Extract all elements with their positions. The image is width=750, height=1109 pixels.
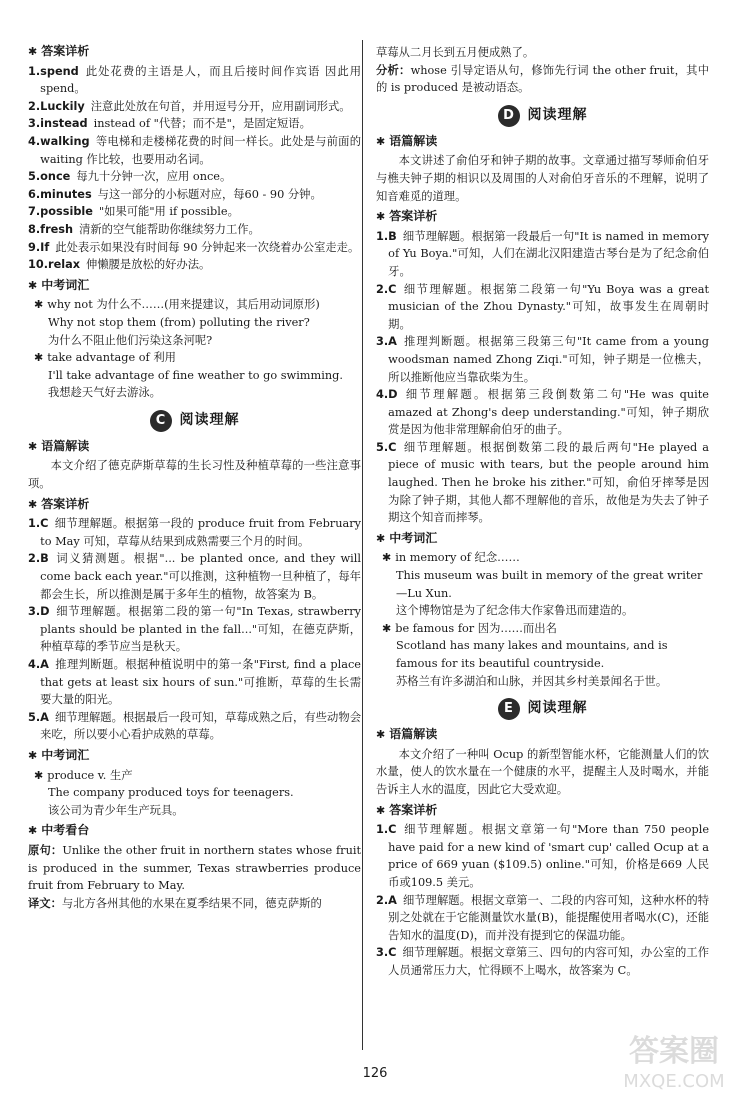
item-body [40,515,361,550]
item-number: 3. [376,335,389,349]
item-body [388,892,709,945]
item-explanation: 细节理解题。根据文章第一、二段的内容可知，这种水杯的特别之处就在于它能测量饮水量(B)，能提醒使用者喝水(C)，还能告知水的温度(D)，而并没有提到它的保温功能。 [388,893,709,942]
vocab-entry [34,767,361,820]
watermark-logo [604,1033,744,1103]
item-explanation: 细节理解题。根据文章第三、四句的内容可知，办公室的工作人员通常压力大，忙得顾不上喝水，故答案为 C。 [388,946,709,977]
page-number: 126 [362,1066,388,1081]
section-heading: ✱ 答案详析 [28,496,361,514]
section-heading: ✱ 答案详析 [376,208,709,226]
answer-list [376,821,709,979]
item-answer: A [388,335,397,349]
item-number: 3. [28,117,41,131]
answer-item [28,168,361,186]
item-explanation: 细节理解题。根据第二段的第一句"In Texas, strawberry plants should be planted in the fall..."可知，在德克萨斯，种植草莓的季节应当是秋天。 [40,605,361,654]
bullet-star-icon: ✱ [34,298,44,312]
vocab-term: ✱ be famous for 因为……而出名 [382,620,709,638]
item-answer: A [388,893,397,907]
section-badge: C [150,410,172,432]
item-explanation: 注意此处放在句首，并用逗号分开，应用副词形式。 [90,99,351,113]
item-number: 2. [376,282,389,296]
item-answer: D [40,605,50,619]
item-explanation: 等电梯和走楼梯花费的时间一样长。此处是与前面的 waiting 作比较，也要用动名词。 [40,134,361,166]
item-answer: fresh [40,222,74,236]
item-number: 5. [28,170,41,184]
star-icon: ✱ [28,278,38,292]
item-number: 7. [28,205,41,219]
section-heading: ✱ 中考看台 [28,822,361,840]
answer-item [28,709,361,744]
bullet-star-icon: ✱ [34,768,44,782]
item-answer: instead [40,117,88,131]
item-body [388,821,709,891]
section-title: 阅读理解 [179,412,240,429]
item-body [388,281,709,334]
vocab-list [28,767,361,820]
vocab-example-en: The company produced toys for teenagers. [48,786,294,800]
bullet-star-icon: ✱ [382,551,392,565]
item-answer: B [40,552,49,566]
answer-item [28,550,361,603]
answer-item [376,439,709,527]
item-answer: C [40,517,49,531]
item-number: 1. [28,64,41,78]
star-icon: ✱ [376,728,386,742]
item-explanation: 细节理解题。根据文章第一句"More than 750 people have paid for a new kind of 'smart cup' called Ocup at a price of 669 yuan ($109.5) online."可知，价格是669 人民币或109.5 美元。 [388,823,709,889]
answer-item [28,98,361,116]
item-explanation: 推理判断题。根据种植说明中的第一条"First, find a place that gets at least six hours of sun."可推断，草莓的生长需要大量的阳光。 [40,658,361,707]
vocab-entry [34,349,361,402]
item-answer: spend [40,64,79,78]
answer-item [376,821,709,891]
item-number: 1. [376,823,389,837]
section-title: 阅读理解 [527,700,588,717]
item-answer: C [388,946,397,960]
section-heading: ✱ 语篇解读 [28,438,361,456]
bullet-star-icon: ✱ [34,351,44,365]
item-number: 2. [28,552,41,566]
vocab-term: ✱ why not 为什么不……(用来提建议，其后用动词原形) [34,296,361,314]
vocab-example-en: I'll take advantage of fine weather to go swimming. [48,368,343,382]
item-body [40,239,361,257]
item-answer: A [40,658,49,671]
answer-item [376,281,709,334]
translation: 译文：与北方各州其他的水果在夏季结果不同，德克萨斯的 [28,896,322,910]
answer-item [28,203,361,221]
item-body [40,115,361,133]
section-heading: ✱ 中考词汇 [28,747,361,765]
answer-item [28,115,361,133]
analysis: 分析：whose 引导定语从句，修饰先行词 the other fruit，其中的 is produced 是被动语态。 [376,63,709,95]
item-answer: minutes [40,187,92,201]
reading-summary: 本文讲述了俞伯牙和钟子期的故事。文章通过描写琴师俞伯牙与樵夫钟子期的相识以及周围的人对俞伯牙音乐的不理解，说明了知音难觅的道理。 [376,154,709,203]
answer-item [28,63,361,98]
item-explanation: 与这一部分的小标题对应，每60 - 90 分钟。 [97,187,322,201]
item-explanation: 细节理解题。根据最后一段可知，草莓成熟之后，有些动物会来吃，所以要小心看护成熟的草莓。 [40,710,361,742]
item-number: 4. [376,388,389,402]
section-title-e [376,698,709,720]
item-number: 6. [28,187,41,201]
star-icon: ✱ [376,210,386,224]
item-body [40,603,361,656]
item-body [40,550,361,603]
item-body [40,203,361,221]
item-body [40,656,361,709]
item-answer: C [388,823,397,837]
vocab-term: ✱ produce v. 生产 [34,767,361,785]
answer-item [376,386,709,439]
item-explanation: "如果可能"用 if possible。 [98,205,239,219]
answer-item [28,239,361,257]
item-explanation: 此处花费的主语是人，而且后接时间作宾语 因此用 spend。 [40,64,361,96]
item-number: 10. [28,258,49,272]
item-number: 1. [28,517,41,531]
item-answer: walking [40,134,90,148]
star-icon: ✱ [376,134,386,148]
section-title: 阅读理解 [527,106,588,123]
vocab-entry [34,296,361,349]
item-number: 3. [376,946,389,960]
bullet-star-icon: ✱ [382,621,392,635]
item-body [388,333,709,386]
item-explanation: 细节理解题。根据倒数第二段的最后两句"He played a piece of music with tears, but the people around him laughed. Then he broke his zither."可知，俞伯牙摔琴是因为除了钟子期，其他人都不理解他的音乐，故他是为失去了钟子期这个知音而摔琴。 [388,440,709,525]
vocab-entry [382,620,709,690]
item-body [40,133,361,168]
section-title-c [28,410,361,432]
star-icon: ✱ [28,439,38,453]
item-answer: possible [40,205,93,219]
section-badge: D [498,105,520,127]
vocab-entry [382,549,709,619]
answer-item [28,221,361,239]
item-answer: relax [48,258,81,272]
section-heading: ✱ 答案详析 [28,43,361,61]
item-answer: C [388,282,397,296]
reading-summary: 本文介绍了一种叫 Ocup 的新型智能水杯，它能测量人们的饮水量，使人的饮水量在一个健康的水平，提醒主人及时喝水，并能告诉主人水的温度，因此它大受欢迎。 [376,747,709,796]
star-icon: ✱ [28,497,38,511]
item-explanation: 清新的空气能帮助你继续努力工作。 [79,222,260,236]
item-body [40,63,361,98]
vocab-example-cn: 我想趁天气好去游泳。 [48,386,161,400]
answer-item [376,892,709,945]
section-title-d [376,105,709,127]
item-number: 5. [376,440,389,454]
item-number: 2. [376,893,389,907]
item-body [388,228,709,281]
item-number: 9. [28,240,41,254]
answer-item [28,186,361,204]
answer-item [28,133,361,168]
vocab-example-cn: 为什么不阻止他们污染这条河呢? [48,333,213,347]
answer-list [28,515,361,744]
item-explanation: 细节理解题。根据第三段倒数第二句"He was quite amazed at Zhong's deep understanding."可知，钟子期欣赏是因为他非常理解俞伯牙的曲子。 [388,388,709,437]
star-icon: ✱ [376,531,386,545]
item-number: 5. [28,710,41,724]
item-body [388,386,709,439]
left-column [28,40,361,912]
vocab-term: ✱ in memory of 纪念…… [382,549,709,567]
vocab-example-cn: 该公司为青少年生产玩具。 [48,803,184,817]
item-number: 8. [28,222,41,236]
item-explanation: 细节理解题。根据第一段的 produce fruit from February to May 可知，草莓从结果到成熟需要三个月的时间。 [40,517,361,548]
answer-item [376,333,709,386]
star-icon: ✱ [28,824,38,838]
item-number: 1. [376,229,389,243]
item-explanation: 词义猜测题。根据"... be planted once, and they will come back each year."可以推测，这种植物一旦种植了，每年都会生长，所以推测是属于多年生的植物，故答案为 B。 [40,552,361,601]
right-column [376,44,709,980]
section-heading: ✱ 语篇解读 [376,133,709,151]
item-explanation: 此处表示如果没有时间每 90 分钟起来一次绕着办公室走走。 [55,240,360,254]
item-body [40,186,361,204]
vocab-example-en: Scotland has many lakes and mountains, and is famous for its beautiful countryside. [396,639,668,670]
vocab-example-en: Why not stop them (from) polluting the river? [48,315,310,329]
section-badge: E [498,698,520,720]
star-icon: ✱ [28,45,38,58]
section-heading: ✱ 中考词汇 [376,530,709,548]
item-explanation: 细节理解题。根据第一段最后一句"It is named in memory of Yu Boya."可知，人们在湖北汉阳建造古琴台是为了纪念俞伯牙。 [388,229,709,278]
answer-item [376,228,709,281]
item-number: 2. [28,99,41,113]
item-number: 4. [28,134,41,148]
column-divider [362,40,363,1050]
translation-continued: 草莓从二月长到五月便成熟了。 [376,46,535,59]
vocab-example-en: This museum was built in memory of the great writer—Lu Xun. [396,569,703,600]
item-answer: once [40,170,71,184]
item-explanation: 伸懒腰是放松的好办法。 [86,258,211,272]
answer-list [28,63,361,274]
item-body [40,98,361,116]
item-body [40,168,361,186]
item-body [388,944,709,979]
vocab-example-cn: 苏格兰有许多湖泊和山脉，并因其乡村美景闻名于世。 [396,674,668,688]
star-icon: ✱ [28,748,38,762]
watermark-text: 答案圈 [629,1034,719,1069]
vocab-list [376,549,709,690]
item-answer: B [388,229,397,243]
item-number: 3. [28,605,41,619]
item-body [40,709,361,744]
original-sentence: 原句：Unlike the other fruit in northern states whose fruit is produced in the summer, Texas strawberries produce fruit from February to May. [28,843,361,893]
item-number: 4. [28,658,41,671]
answer-item [28,656,361,709]
item-explanation: 推理判断题。根据第三段第三句"It came from a young woodsman named Zhong Ziqi."可知，钟子期是一位樵夫，所以推断他应当靠砍柴为生。 [388,335,709,384]
vocab-example-cn: 这个博物馆是为了纪念伟大作家鲁迅而建造的。 [396,604,634,618]
reading-summary: 本文介绍了德克萨斯草莓的生长习性及种植草莓的一些注意事项。 [28,459,361,491]
item-answer: If [40,240,50,254]
vocab-list [28,296,361,402]
item-body [40,221,361,239]
section-heading: ✱ 中考词汇 [28,277,361,295]
watermark-url: MXQE.COM [623,1071,725,1092]
item-answer: C [388,440,397,454]
vocab-term: ✱ take advantage of 利用 [34,349,361,367]
answer-item [376,944,709,979]
item-explanation: instead of "代替；而不是"，是固定短语。 [93,117,311,131]
item-body [48,256,361,274]
item-explanation: 细节理解题。根据第二段第一句"Yu Boya was a great musician of the Zhou Dynasty."可知，故事发生在周朝时期。 [388,282,709,331]
item-body [388,439,709,527]
section-heading: ✱ 语篇解读 [376,726,709,744]
answer-item [28,256,361,274]
item-explanation: 每九十分钟一次，应用 once。 [76,170,232,184]
answer-list [376,228,709,527]
item-answer: Luckily [40,99,85,113]
item-answer: A [40,710,49,724]
answer-item [28,603,361,656]
section-heading: ✱ 答案详析 [376,802,709,820]
item-answer: D [388,388,398,402]
star-icon: ✱ [376,803,386,817]
answer-item [28,515,361,550]
